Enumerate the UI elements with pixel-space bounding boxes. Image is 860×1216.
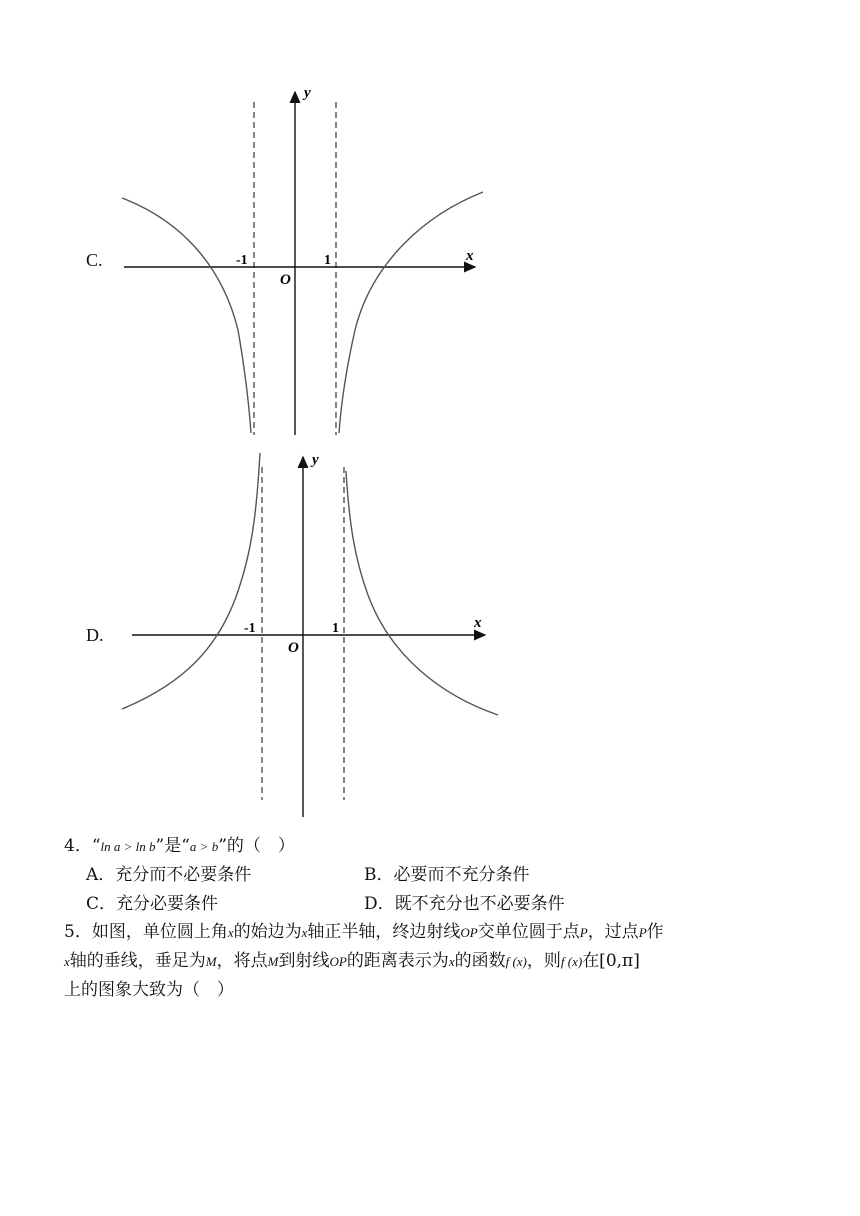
choice-letter: D．: [364, 894, 395, 914]
text-segment: 的始边为: [233, 922, 302, 942]
math-symbol: P: [579, 925, 588, 940]
options-row-2: [64, 890, 565, 919]
text-segment: 在[0,π]: [582, 951, 640, 971]
math-symbol: OP: [329, 954, 347, 969]
choice-d[interactable]: [364, 890, 565, 919]
options-row-1: [64, 861, 565, 890]
math-symbol: OP: [460, 925, 478, 940]
curve-right: [346, 471, 498, 715]
text-segment: 轴的垂线，垂足为: [69, 951, 206, 971]
question-5: [64, 918, 664, 1005]
expr-ab: a > b: [189, 839, 219, 854]
text-segment: ，将点: [216, 951, 268, 971]
math-symbol: f (x): [505, 954, 527, 969]
choice-b[interactable]: [364, 861, 530, 890]
math-symbol: x: [448, 954, 455, 969]
choice-letter: C．: [86, 894, 117, 914]
question-5-line-3: [64, 976, 664, 1005]
choice-c[interactable]: [86, 890, 364, 919]
choice-text: 既不充分也不必要条件: [394, 894, 565, 914]
math-symbol: x: [227, 925, 234, 940]
option-c-label: C.: [86, 250, 103, 270]
axis-x-label: x: [474, 615, 482, 631]
expr-ln: ln a > ln b: [100, 839, 156, 854]
text-segment: 轴正半轴，终边射线: [307, 922, 461, 942]
question-5-line-1: [64, 918, 664, 947]
text-segment: 交单位圆于点: [477, 922, 580, 942]
text-segment: 的函数: [454, 951, 506, 971]
graph-d: [110, 445, 510, 820]
math-symbol: P: [638, 925, 647, 940]
text-segment: 的距离表示为: [346, 951, 449, 971]
stem-tail: ”的（ ）: [218, 836, 295, 856]
question-4-stem: [64, 832, 565, 861]
math-symbol: M: [267, 954, 279, 969]
question-5-line-2: [64, 947, 664, 976]
axis-x-label: x: [466, 248, 474, 264]
text-segment: 5．如图，单位圆上角: [64, 922, 228, 942]
option-d-label: D.: [86, 625, 104, 645]
curve-left: [122, 453, 260, 709]
text-segment: 上的图象大致为（ ）: [64, 980, 234, 1000]
curve-left: [122, 198, 251, 433]
tick-left-label: -1: [236, 253, 248, 268]
choice-letter: B．: [364, 865, 394, 885]
math-symbol: M: [205, 954, 217, 969]
tick-left-label: -1: [244, 621, 256, 636]
tick-right-label: 1: [324, 253, 331, 268]
axis-y-label: y: [304, 85, 311, 101]
graph-c: [110, 80, 490, 440]
text-segment: 到射线: [278, 951, 330, 971]
choice-text: 充分必要条件: [116, 894, 219, 914]
open-quote: “: [91, 836, 101, 856]
origin-label: O: [288, 640, 299, 656]
math-symbol: x: [301, 925, 308, 940]
stem-mid: ”是“: [155, 836, 190, 856]
question-number: 4．: [64, 836, 92, 856]
origin-label: O: [280, 272, 291, 288]
math-symbol: f (x): [560, 954, 583, 969]
curve-right: [339, 192, 483, 433]
choice-text: 必要而不充分条件: [393, 865, 530, 885]
text-segment: ，则: [526, 951, 561, 971]
choice-a[interactable]: [86, 861, 364, 890]
axis-y-label: y: [312, 452, 319, 468]
tick-right-label: 1: [332, 621, 339, 636]
text-segment: ，过点: [587, 922, 639, 942]
text-segment: 作: [646, 922, 664, 942]
choice-letter: A．: [86, 865, 116, 885]
math-symbol: x: [64, 954, 70, 969]
choice-text: 充分而不必要条件: [115, 865, 252, 885]
question-4: [64, 832, 565, 919]
